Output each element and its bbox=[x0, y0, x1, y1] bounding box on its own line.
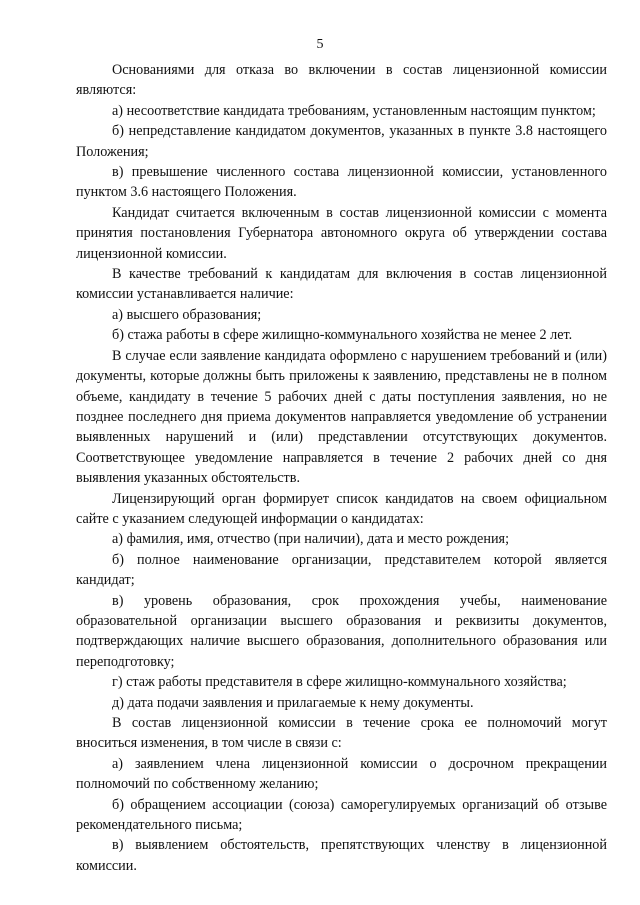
paragraph-requirement-a: а) высшего образования; bbox=[112, 306, 262, 323]
document-body bbox=[76, 60, 607, 876]
page-number: 5 bbox=[316, 37, 324, 52]
paragraph-requirement-b: б) стажа работы в сфере жилищно-коммунального хозяйства не менее 2 лет. bbox=[112, 327, 573, 344]
paragraph-info-a: а) фамилия, имя, отчество (при наличии), дата и место рождения; bbox=[112, 531, 510, 548]
paragraph-refusal-a: а) несоответствие кандидата требованиям, установленным настоящим пунктом; bbox=[112, 102, 596, 119]
paragraph-change-c: в) выявлением обстоятельств, препятствующих членству в лицензионной комиссии. bbox=[76, 837, 607, 874]
paragraph-refusal-b: б) непредставление кандидатом документов, указанных в пункте 3.8 настоящего Положения; bbox=[76, 123, 607, 160]
paragraph-info-e: д) дата подачи заявления и прилагаемые к нему документы. bbox=[112, 694, 474, 711]
paragraph-refusal-grounds: Основаниями для отказа во включении в состав лицензионной комиссии являются: bbox=[76, 62, 607, 99]
paragraph-candidate-list: Лицензирующий орган формирует список кандидатов на своем официальном сайте с указанием следующей информации о кандидатах: bbox=[76, 490, 607, 527]
paragraph-info-d: г) стаж работы представителя в сфере жилищно-коммунального хозяйства; bbox=[112, 674, 567, 691]
paragraph-violation-notice: В случае если заявление кандидата оформлено с нарушением требований и (или) документы, которые должны быть приложены к заявлению, представлены не в полном объеме, кандидату в течение 5 рабочих дней с даты поступления заявления, но не позднее последнего дня приема документов направляется уведомление об устранении выявленных нарушений и (или) представлении отсутствующих документов. Соответствующее уведомление направляется в течение 2 рабочих дней со дня выявления указанных обстоятельств. bbox=[76, 347, 607, 487]
paragraph-composition-changes: В состав лицензионной комиссии в течение срока ее полномочий могут вноситься изменения, в том числе в связи с: bbox=[76, 715, 607, 752]
paragraph-info-b: б) полное наименование организации, представителем которой является кандидат; bbox=[76, 551, 607, 589]
paragraph-refusal-c: в) превышение численного состава лицензионной комиссии, установленного пунктом 3.6 настоящего Положения. bbox=[76, 164, 607, 201]
paragraph-info-c: в) уровень образования, срок прохождения учебы, наименование образовательной организации высшего образования и реквизиты документов, подтверждающих наличие высшего образования, дополнительного образования или переподготовку; bbox=[76, 592, 607, 670]
paragraph-change-a: а) заявлением члена лицензионной комиссии о досрочном прекращении полномочий по собственному желанию; bbox=[76, 755, 607, 793]
paragraph-candidate-included: Кандидат считается включенным в состав лицензионной комиссии с момента принятия постановления Губернатора автономного округа об утверждении состава лицензионной комиссии. bbox=[76, 204, 607, 262]
paragraph-requirements: В качестве требований к кандидатам для включения в состав лицензионной комиссии устанавливается наличие: bbox=[76, 266, 607, 303]
paragraph-change-b: б) обращением ассоциации (союза) саморегулируемых организаций об отзыве рекомендательного письма; bbox=[76, 796, 607, 834]
